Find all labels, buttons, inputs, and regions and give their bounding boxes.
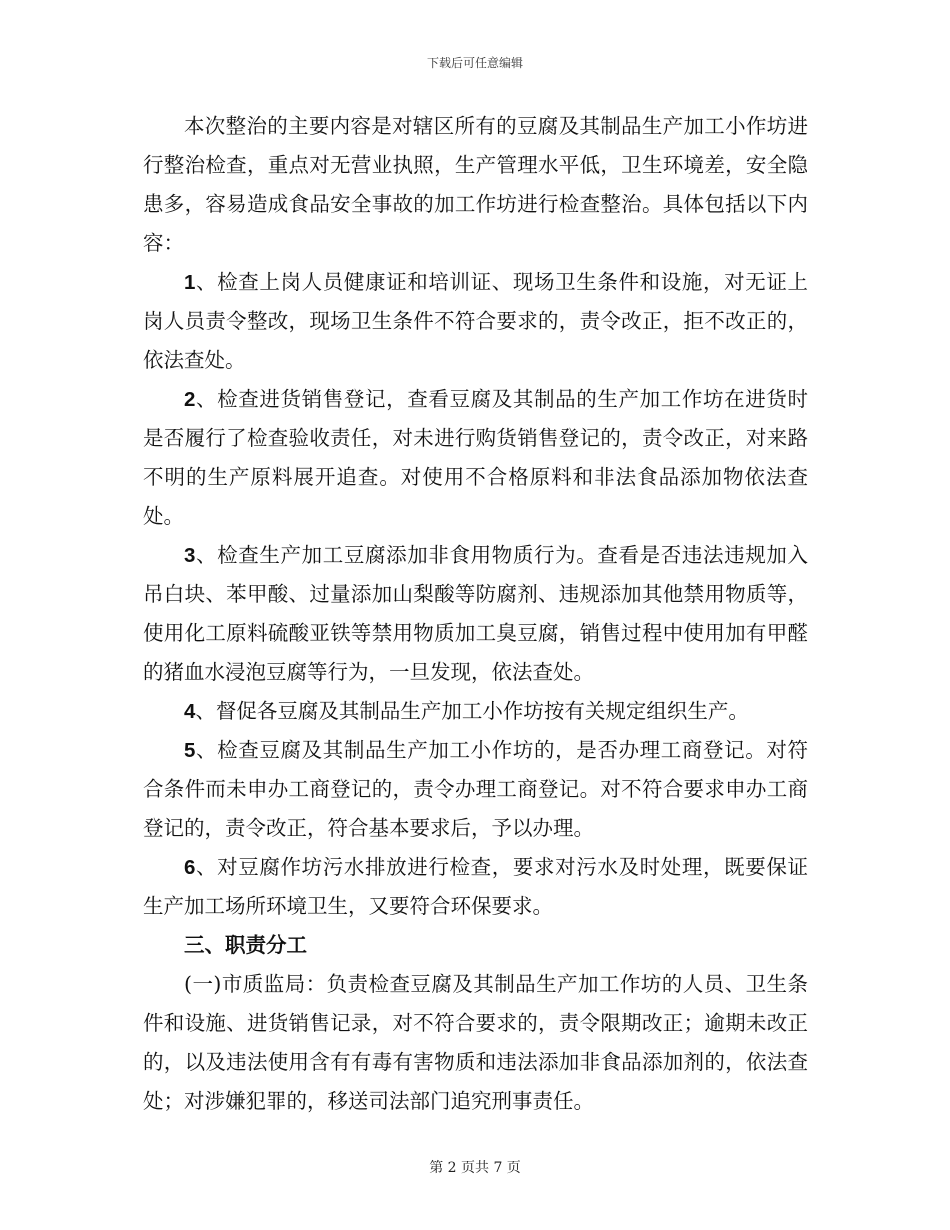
list-item xyxy=(143,692,808,731)
page-footer: 第 2 页共 7 页 xyxy=(429,1160,521,1176)
document-body xyxy=(143,107,808,1121)
section-heading: 三、职责分工 xyxy=(184,933,307,957)
item-number: 5 xyxy=(184,739,196,762)
item-number: 1 xyxy=(184,271,196,294)
item-number: 2 xyxy=(184,388,196,411)
list-item xyxy=(143,263,808,380)
item-text: 、督促各豆腐及其制品生产加工小作坊按有关规定组织生产。 xyxy=(195,699,749,723)
list-item xyxy=(143,380,808,536)
item-number: 4 xyxy=(184,700,196,723)
intro-paragraph: 本次整治的主要内容是对辖区所有的豆腐及其制品生产加工小作坊进行整治检查，重点对无营业执照，生产管理水平低，卫生环境差，安全隐患多，容易造成食品安全事故的加工作坊进行检查整治。具体包括以下内容： xyxy=(143,114,808,255)
page-header: 下载后可任意编辑 xyxy=(426,56,523,70)
item-text: 、对豆腐作坊污水排放进行检查，要求对污水及时处理，既要保证生产加工场所环境卫生，又要符合环保要求。 xyxy=(143,855,808,918)
item-number: 6 xyxy=(184,856,196,879)
item-text: 、检查生产加工豆腐添加非食用物质行为。查看是否违法违规加入吊白块、苯甲酸、过量添加山梨酸等防腐剂、违规添加其他禁用物质等，使用化工原料硫酸亚铁等禁用物质加工臭豆腐，销售过程中使用加有甲醛的猪血水浸泡豆腐等行为，一旦发现，依法查处。 xyxy=(143,543,808,684)
list-item xyxy=(143,731,808,848)
list-item xyxy=(143,536,808,692)
duty-paragraph: (一)市质监局：负责检查豆腐及其制品生产加工作坊的人员、卫生条件和设施、进货销售记录，对不符合要求的，责令限期改正；逾期未改正的，以及违法使用含有有毒有害物质和违法添加非食品添加剂的，依法查处；对涉嫌犯罪的，移送司法部门追究刑事责任。 xyxy=(143,972,808,1113)
item-text: 、检查进货销售登记，查看豆腐及其制品的生产加工作坊在进货时是否履行了检查验收责任，对未进行购货销售登记的，责令改正，对来路不明的生产原料展开追查。对使用不合格原料和非法食品添加物依法查处。 xyxy=(143,387,808,528)
item-text: 、检查上岗人员健康证和培训证、现场卫生条件和设施，对无证上岗人员责令整改，现场卫生条件不符合要求的，责令改正，拒不改正的，依法查处。 xyxy=(143,270,808,372)
list-item xyxy=(143,848,808,926)
item-number: 3 xyxy=(184,544,196,567)
item-text: 、检查豆腐及其制品生产加工小作坊的，是否办理工商登记。对符合条件而未申办工商登记的，责令办理工商登记。对不符合要求申办工商登记的，责令改正，符合基本要求后，予以办理。 xyxy=(143,738,808,840)
